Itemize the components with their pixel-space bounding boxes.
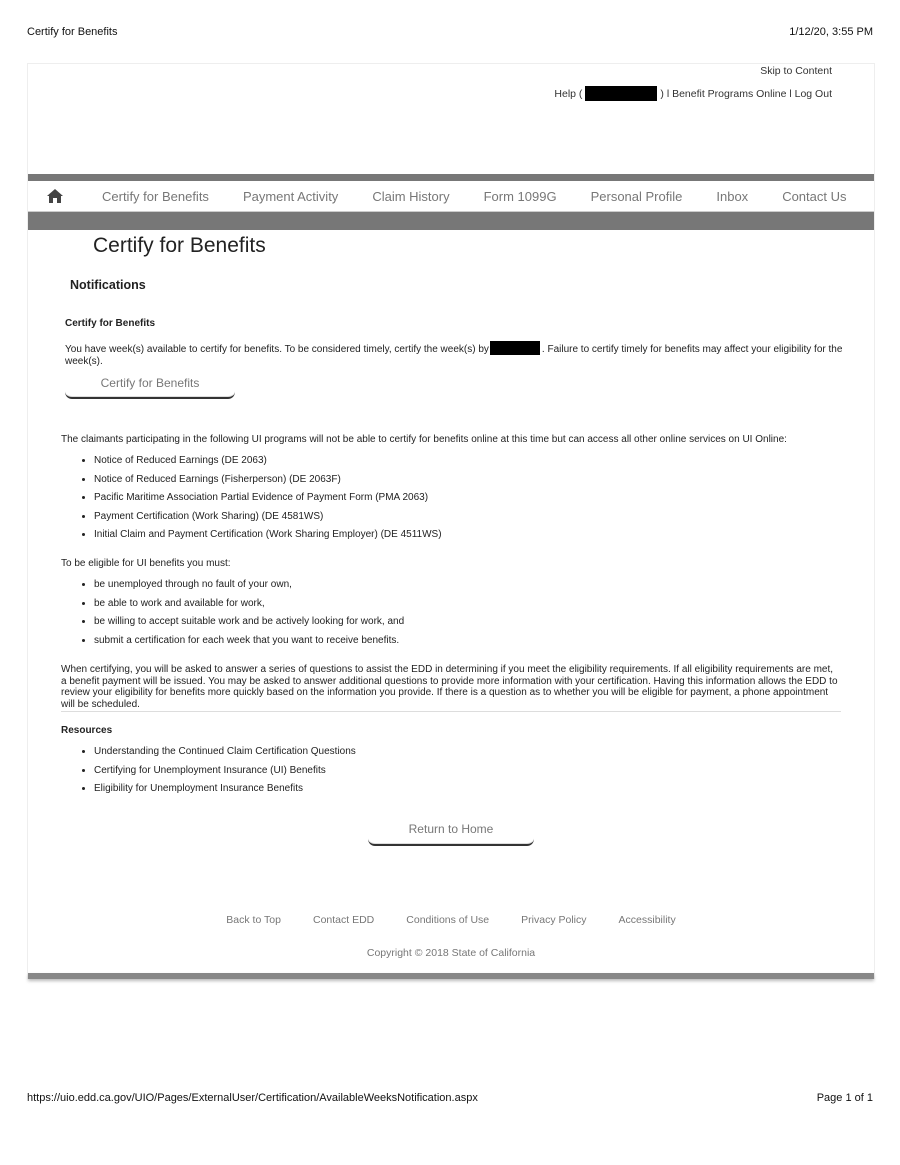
resource-link[interactable]: • Certifying for Unemployment Insurance (UI) Benefits — [94, 762, 356, 781]
nav-top-bar — [28, 174, 874, 181]
list-item: • Pacific Maritime Association Partial Evidence of Payment Form (PMA 2063) — [94, 489, 442, 508]
nav-payment-activity[interactable]: Payment Activity — [242, 188, 339, 204]
list-item: • Notice of Reduced Earnings (Fisherperson) (DE 2063F) — [94, 471, 442, 490]
nav-bottom-bar — [28, 212, 874, 230]
nav-claim-history[interactable]: Claim History — [372, 188, 450, 204]
resources-list — [80, 743, 356, 799]
footer-privacy-policy[interactable]: Privacy Policy — [521, 914, 587, 926]
footer-bar — [28, 973, 874, 979]
resources-heading: Resources — [61, 725, 113, 736]
resource-link[interactable]: • Understanding the Continued Claim Certification Questions — [94, 743, 356, 762]
print-footer-page: Page 1 of 1 — [816, 1092, 873, 1104]
list-item: • be willing to accept suitable work and be actively looking for work, and — [94, 613, 404, 632]
nav-certify-for-benefits[interactable]: Certify for Benefits — [102, 188, 209, 204]
divider — [61, 711, 841, 712]
list-item: • be able to work and available for work, — [94, 595, 404, 614]
eligibility-list — [80, 576, 404, 650]
nav-contact-us[interactable]: Contact Us — [782, 188, 847, 204]
page-title: Certify for Benefits — [93, 234, 266, 257]
footer-contact-edd[interactable]: Contact EDD — [312, 914, 375, 926]
list-item: • submit a certification for each week that you want to receive benefits. — [94, 632, 404, 651]
list-item: • Notice of Reduced Earnings (DE 2063) — [94, 452, 442, 471]
redaction-box — [490, 341, 540, 355]
list-item: • be unemployed through no fault of your own, — [94, 576, 404, 595]
redaction-box — [585, 86, 657, 101]
footer-conditions-of-use[interactable]: Conditions of Use — [406, 914, 490, 926]
skip-to-content-link[interactable]: Skip to Content — [760, 65, 832, 77]
nav-form-1099g[interactable]: Form 1099G — [483, 188, 557, 204]
return-to-home-button[interactable]: Return to Home — [368, 816, 534, 846]
programs-list — [80, 452, 442, 545]
footer-accessibility[interactable]: Accessibility — [618, 914, 676, 926]
print-header-datetime: 1/12/20, 3:55 PM — [789, 26, 873, 38]
program-logout-links[interactable]: ) l Benefit Programs Online l Log Out — [660, 87, 832, 100]
resource-link[interactable]: • Eligibility for Unemployment Insurance Benefits — [94, 780, 356, 799]
footer-back-to-top[interactable]: Back to Top — [226, 914, 281, 926]
list-item: • Payment Certification (Work Sharing) (DE 4581WS) — [94, 508, 442, 527]
main-nav — [28, 181, 874, 212]
nav-personal-profile[interactable]: Personal Profile — [590, 188, 683, 204]
eligibility-intro: To be eligible for UI benefits you must: — [61, 558, 231, 569]
copyright: Copyright © 2018 State of California — [366, 947, 536, 959]
certify-for-benefits-button[interactable]: Certify for Benefits — [65, 370, 235, 399]
list-item: • Initial Claim and Payment Certification (Work Sharing Employer) (DE 4511WS) — [94, 526, 442, 545]
notifications-heading: Notifications — [70, 278, 146, 292]
footer-links — [28, 914, 874, 926]
print-footer-url: https://uio.edd.ca.gov/UIO/Pages/ExternalUser/Certification/AvailableWeeksNotification.aspx — [27, 1092, 478, 1104]
certify-notice-part1: You have week(s) available to certify for benefits. To be considered timely, certify the week(s) by — [65, 344, 489, 355]
certify-section-heading: Certify for Benefits — [65, 318, 156, 329]
page-frame — [27, 63, 875, 979]
utility-links — [554, 64, 832, 101]
programs-intro: The claimants participating in the following UI programs will not be able to certify for benefits online at this time but can access all other online services on UI Online: — [61, 434, 787, 445]
home-icon[interactable] — [46, 188, 64, 204]
certify-notice — [65, 341, 845, 367]
print-footer — [27, 1092, 873, 1104]
certifying-info: When certifying, you will be asked to answer a series of questions to assist the EDD in determining if you meet the eligibility requirements. If all eligibility requirements are met, a benefit payment will be issued. You may be asked to answer additional questions to provide more information with your certification. Having this information allows the EDD to review your eligibility for benefits more quickly based on the information you provide. If there is a question as to whether you will be eligible for payment, a phone appointment will be scheduled. — [61, 664, 838, 710]
print-header-title: Certify for Benefits — [27, 26, 118, 38]
help-link[interactable]: Help ( — [554, 87, 583, 100]
certify-notice-part2: . Failure to certify timely for benefits may affect your eligibility for the week(s). — [65, 344, 843, 367]
print-header — [27, 26, 873, 38]
nav-inbox[interactable]: Inbox — [716, 188, 749, 204]
